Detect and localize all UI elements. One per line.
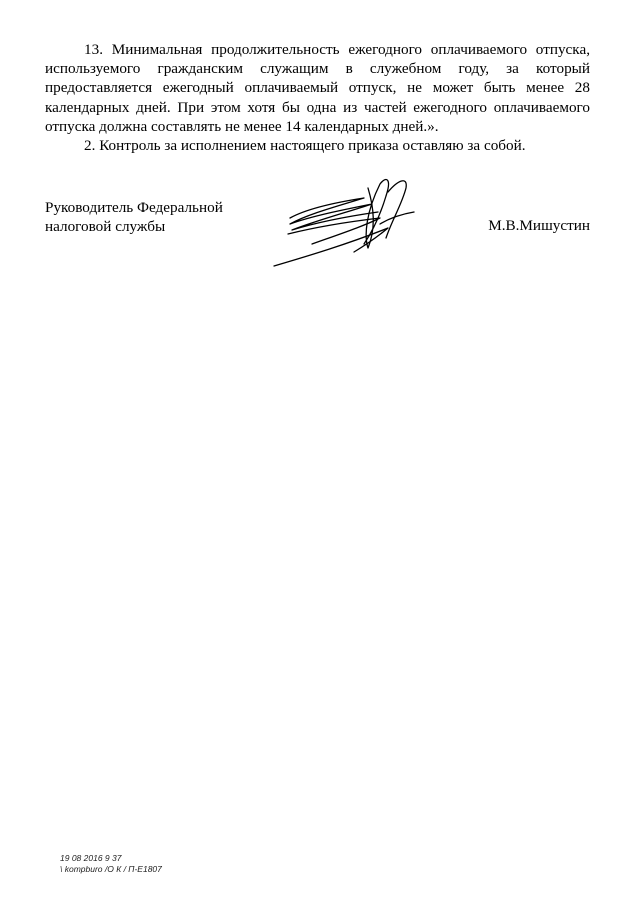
- signatory-title-line-1: Руководитель Федеральной: [45, 199, 223, 216]
- footer-code: \ kompburo /О К / П-Е1807: [60, 864, 162, 874]
- signatory-title: [45, 198, 223, 236]
- handwritten-signature: [268, 168, 428, 272]
- document-body: [45, 40, 590, 155]
- document-footer: [60, 853, 162, 875]
- paragraph-control: 2. Контроль за исполнением настоящего приказа оставляю за собой.: [84, 137, 526, 155]
- signatory-name: М.В.Мишустин: [488, 217, 590, 234]
- footer-timestamp: 19 08 2016 9 37: [60, 853, 122, 863]
- signatory-title-line-2: налоговой службы: [45, 218, 166, 236]
- paragraph-item-13: 13. Минимальная продолжительность ежегодного оплачиваемого отпуска, используемого гражданским служащим в служебном году, за который предоставляется ежегодный оплачиваемый отпуск, не может быть менее 28 календарных дней. При этом хотя бы одна из частей ежегодного оплачиваемого отпуска должна составлять не менее 14 календарных дней.».: [45, 41, 590, 135]
